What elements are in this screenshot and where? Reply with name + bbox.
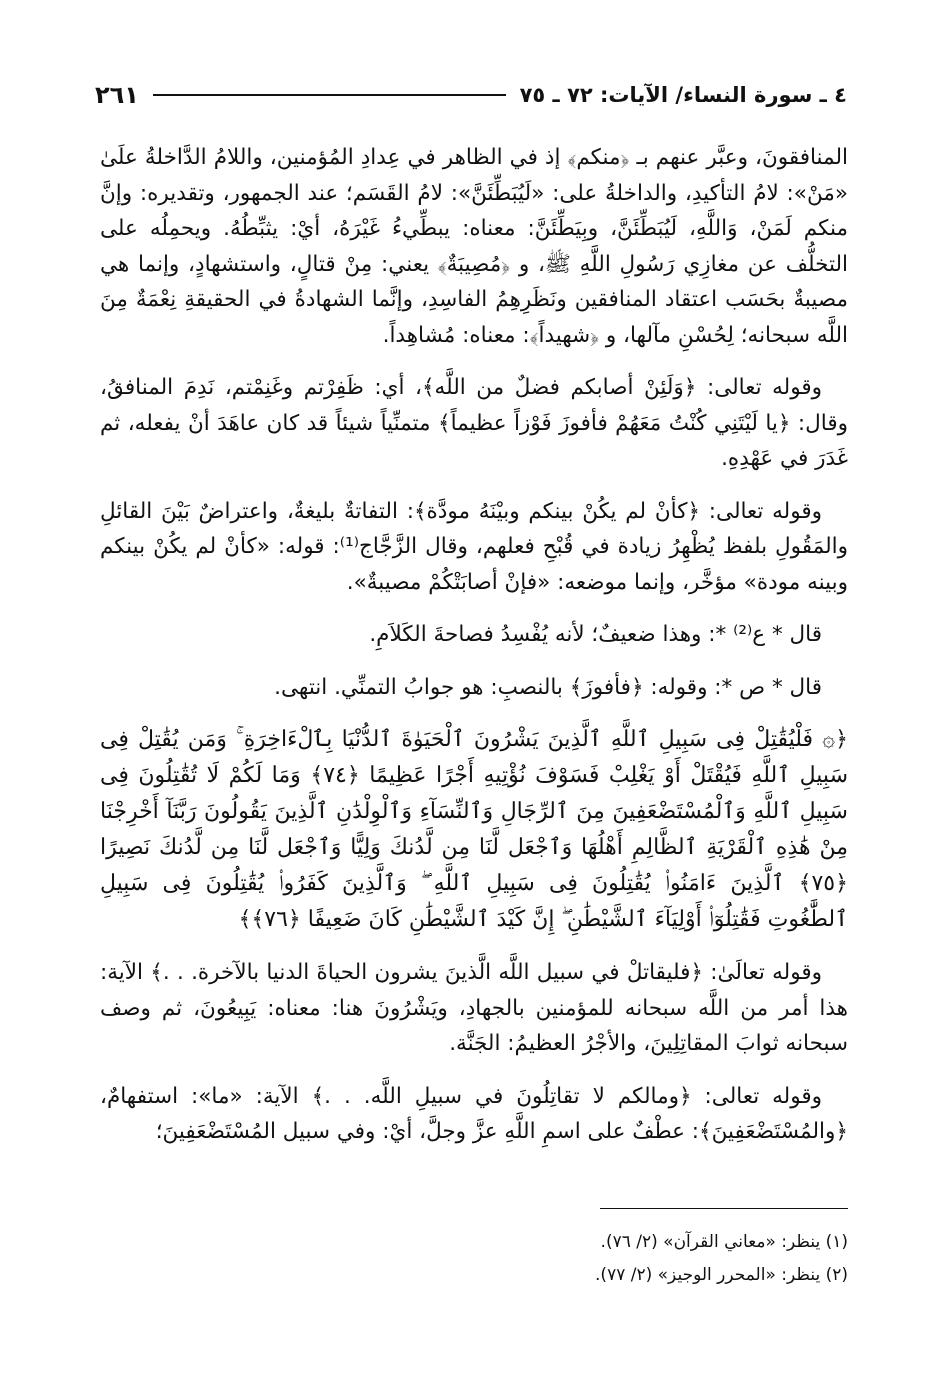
paragraph: وقوله تعالى: ﴿وَلَئِنْ أصابكم فضلٌ من اللَّه﴾، أي: ظَفِرْتم وغَنِمْتم، نَدِمَ المنافقُ، وقال: ﴿يا لَيْتَنِي كُنْتُ مَعَهُمْ فأفوزَ فَوْزاً عظيماً﴾ متمنِّياً شيئاً قد كان عاهَدَ أنْ يفعله، ثم غَدَرَ في عَهْدِهِ. [100,375,848,471]
page-header [95,78,847,112]
paragraph: قال * ع⁽²⁾ *: وهذا ضعيفٌ؛ لأنه يُفْسِدُ فصاحةَ الكَلاَمِ. [369,622,822,647]
paragraph: وقوله تعالَىٰ: ﴿فليقاتلْ في سبيل اللَّه الَّذينَ يشرون الحياةَ الدنيا بالآخرة. . .﴾ الآية: هذا أمر من اللَّه سبحانه للمؤمنين بالجهادِ، ويَشْرُونَ هنا: معناه: يَبِيعُونَ، ثم وصف سبحانه ثوابَ المقاتِلِينَ، والأجْرُ العظيمُ: الجَنَّة. [100,960,848,1056]
page-body [100,140,848,1167]
footnote-2: (٢) ينظر: «المحرر الوجيز» (٢/ ٧٧). [595,1265,848,1285]
header-rule [153,94,506,96]
page-number: ٢٦١ [95,81,139,109]
footnote-1: (١) ينظر: «معاني القرآن» (٢/ ٧٦). [600,1232,848,1252]
paragraph: قال * ص *: وقوله: ﴿فأفوزَ﴾ بالنصبِ: هو جوابُ التمنِّي. انتهى. [274,674,822,700]
footnotes [100,1226,848,1292]
paragraph: وقوله تعالى: ﴿ومالكم لا تقاتِلُونَ في سبيلِ اللَّه. . .﴾ الآية: «ما»: استفهامٌ، ﴿والمُسْتَضْعَفِينَ﴾: عطْفٌ على اسمِ اللَّهِ عزَّ وجلَّ، أيْ: وفي سبيل المُسْتَضْعَفِينَ؛ [100,1083,848,1144]
paragraph: المنافقونَ، وعبَّر عنهم بـ ﴿منكم﴾ إذ في الظاهر في عِدادِ المُؤمنين، واللامُ الدَّاخلةُ علَىٰ «مَنْ»: لامُ التأكيدِ، والداخلةُ على: «لَيُبَطِّئَنَّ»: لامُ القَسَم؛ عند الجمهور، وتقديره: وإنَّ منكم لَمَنْ، وَاللَّهِ، لَيُبَطِّئَنَّ، وبِيَطِّئَنَّ: معناه: يبطِّيءُ غَيْرَهُ، أيْ: يثبِّطُهُ. ويحمِلُه على التخلُّف عن مغازِي رَسُولِ اللَّهِ ﷺ، و ﴿مُصِيبَةٌ﴾ يعني: مِنْ قتالٍ، واستشهادٍ، وإنما هي مصيبةٌ بحَسَب اعتقاد المنافقين ونَظَرِهِمُ الفاسِدِ، وإنَّما الشهادةُ في الحقيقةِ نِعْمَةٌ مِنَ اللَّه سبحانه؛ لِحُسْنِ مآلها، و ﴿شهيداً﴾: معناه: مُشاهِداً. [100,145,848,348]
paragraph: وقوله تعالى: ﴿كأنْ لم يكُنْ بينكم وبيْنَهُ مودَّة﴾: التفاتةٌ بليغةٌ، واعتراضٌ بَيْنَ القائلِ والمَقُولِ بلفظ يُظْهِرُ زيادة في قُبْحِ فعلهم، وقال الزَّجَّاج⁽¹⁾: قوله: «كأنْ لم يكُنْ بينكم وبينه مودة» مؤخَّر، وإنما موضعه: «فإنْ أصابَتْكُمْ مصيبةٌ». [100,498,848,595]
footnote-rule [600,1208,848,1209]
surah-title: ٤ ـ سورة النساء/ الآيات: ٧٢ ـ ٧٥ [519,83,847,107]
quran-verses-block: ﴿۞ فَلْيُقَٰتِلْ فِى سَبِيلِ ٱللَّهِ ٱلَّذِينَ يَشْرُونَ ٱلْحَيَوٰةَ ٱلدُّنْيَا بِٱلْءَاخِرَةِ ۚ وَمَن يُقَٰتِلْ فِى سَبِيلِ ٱللَّهِ فَيُقْتَلْ أَوْ يَغْلِبْ فَسَوْفَ نُؤْتِيهِ أَجْرًا عَظِيمًا ﴿٧٤﴾ وَمَا لَكُمْ لَا تُقَٰتِلُونَ فِى سَبِيلِ ٱللَّهِ وَٱلْمُسْتَضْعَفِينَ مِنَ ٱلرِّجَالِ وَٱلنِّسَآءِ وَٱلْوِلْدَٰنِ ٱلَّذِينَ يَقُولُونَ رَبَّنَآ أَخْرِجْنَا مِنْ هَٰذِهِ ٱلْقَرْيَةِ ٱلظَّالِمِ أَهْلُهَا وَٱجْعَل لَّنَا مِن لَّدُنكَ وَلِيًّا وَٱجْعَل لَّنَا مِن لَّدُنكَ نَصِيرًا ﴿٧٥﴾ ٱلَّذِينَ ءَامَنُوا۟ يُقَٰتِلُونَ فِى سَبِيلِ ٱللَّهِ ۖ وَٱلَّذِينَ كَفَرُوا۟ يُقَٰتِلُونَ فِى سَبِيلِ ٱلطَّٰغُوتِ فَقَٰتِلُوٓا۟ أَوْلِيَآءَ ٱلشَّيْطَٰنِ ۖ إِنَّ كَيْدَ ٱلشَّيْطَٰنِ كَانَ ضَعِيفًا ﴿٧٦﴾﴾ [100,727,849,932]
